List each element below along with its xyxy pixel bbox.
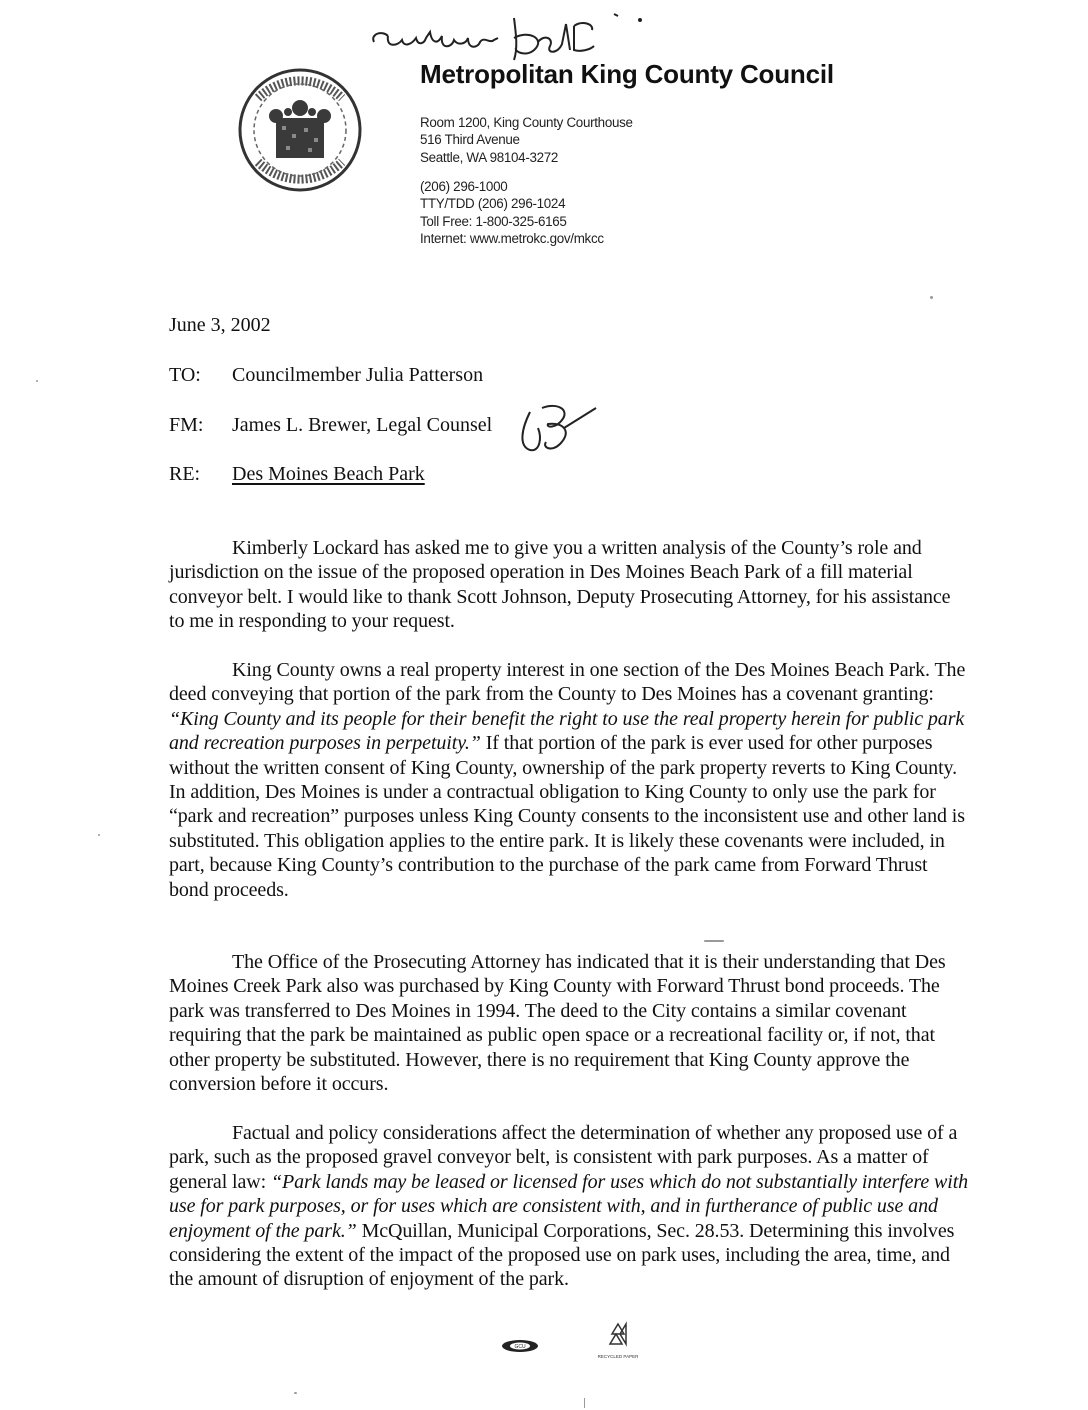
internet-line: Internet: www.metrokc.gov/mkcc xyxy=(420,231,604,247)
union-bug-icon xyxy=(502,1340,538,1352)
re-subject: Des Moines Beach Park xyxy=(232,463,425,485)
recycled-label: RECYCLED PAPER xyxy=(597,1354,639,1359)
initials-text: JB xyxy=(512,398,514,399)
body-paragraph-4 xyxy=(169,1121,969,1292)
scan-speck xyxy=(294,1392,297,1394)
handwritten-note-text: Conveyor Belt xyxy=(368,4,374,5)
memo-date: June 3, 2002 xyxy=(169,314,271,336)
body-paragraph-1: Kimberly Lockard has asked me to give you a written analysis of the County’s role and jurisdiction on the issue of the proposed operation in Des Moines Beach Park of a fill material conveyor belt. I would like to thank Scott Johnson, Deputy Prosecuting Attorney, for his assistance to me in responding to your request. xyxy=(169,537,951,633)
to-value: Councilmember Julia Patterson xyxy=(232,364,484,386)
scan-speck xyxy=(584,1398,585,1408)
phone-line: (206) 296-1000 xyxy=(420,179,508,194)
county-seal-logo xyxy=(236,64,364,196)
paragraph-2-text-b: If that portion of the park is ever used for other purposes without the written consent of King County, ownership of the park property reverts to King County. In addition, Des Moines is under a contractual obligation to King County to only use the park for “park and recreation” purposes unless King County consents to the inconsistent use and other land is substituted. This obligation applies to the entire park. It is likely these covenants were included, in part, because King County’s contribution to the purchase of the park came from Forward Thrust bond proceeds. xyxy=(169,732,965,901)
tollfree-line: Toll Free: 1-800-325-6165 xyxy=(420,213,567,229)
council-name: Metropolitan King County Council xyxy=(420,59,834,89)
recycled-paper-icon xyxy=(598,1324,639,1359)
paragraph-4-text-a: Factual and policy considerations affect the determination of whether any proposed use of a park, such as the proposed gravel conveyor belt, is consistent with park purposes. As a matter of general law: xyxy=(169,1122,958,1193)
scan-speck xyxy=(98,834,100,836)
footer-logos xyxy=(500,1318,660,1366)
handwritten-initials xyxy=(512,398,600,456)
scan-speck xyxy=(704,940,724,942)
address-line: Room 1200, King County Courthouse xyxy=(420,115,633,130)
council-contact xyxy=(420,178,604,248)
union-label: GCU xyxy=(514,1344,526,1350)
deed-covenant-quote: “King County and its people for their benefit the right to use the real property herein for public park and recreation purposes in perpetuity.” xyxy=(169,707,965,755)
general-law-quote: “Park lands may be leased or licensed for uses which do not substantially interfere with use for park purposes, or for uses which are consistent with, and in furtherance of public use and enjoyment of the park.” xyxy=(169,1170,969,1242)
paragraph-2-text-a: King County owns a real property interest in one section of the Des Moines Beach Park. The deed conveying that portion of the park from the County to Des Moines has a covenant granting: xyxy=(169,659,966,706)
from-label: FM: xyxy=(169,414,204,436)
scan-speck xyxy=(36,380,38,382)
body-paragraph-2 xyxy=(169,658,969,902)
from-value: James L. Brewer, Legal Counsel xyxy=(232,414,493,436)
body-paragraph-3: The Office of the Prosecuting Attorney has indicated that it is their understanding that Des Moines Creek Park also was purchased by King County with Forward Thrust bond proceeds. The park was transferred to Des Moines in 1994. The deed to the City contains a similar covenant requiring that the park be maintained as public open space or a recreational facility or, if not, that other property be substituted. However, there is no requirement that King County approve the conversion before it occurs. xyxy=(169,951,946,1096)
paragraph-4-text-b: McQuillan, Municipal Corporations, Sec. 28.53. Determining this involves considering the extent of the impact of the proposed use on park uses, including the area, time, and the amount of disruption of enjoyment of the park. xyxy=(169,1219,955,1291)
address-line: Seattle, WA 98104-3272 xyxy=(420,149,559,165)
to-label: TO: xyxy=(169,364,201,386)
scan-speck xyxy=(930,296,933,299)
council-address xyxy=(420,114,633,166)
address-line: 516 Third Avenue xyxy=(420,132,520,148)
re-label: RE: xyxy=(169,463,201,485)
tty-line: TTY/TDD (206) 296-1024 xyxy=(420,196,566,212)
